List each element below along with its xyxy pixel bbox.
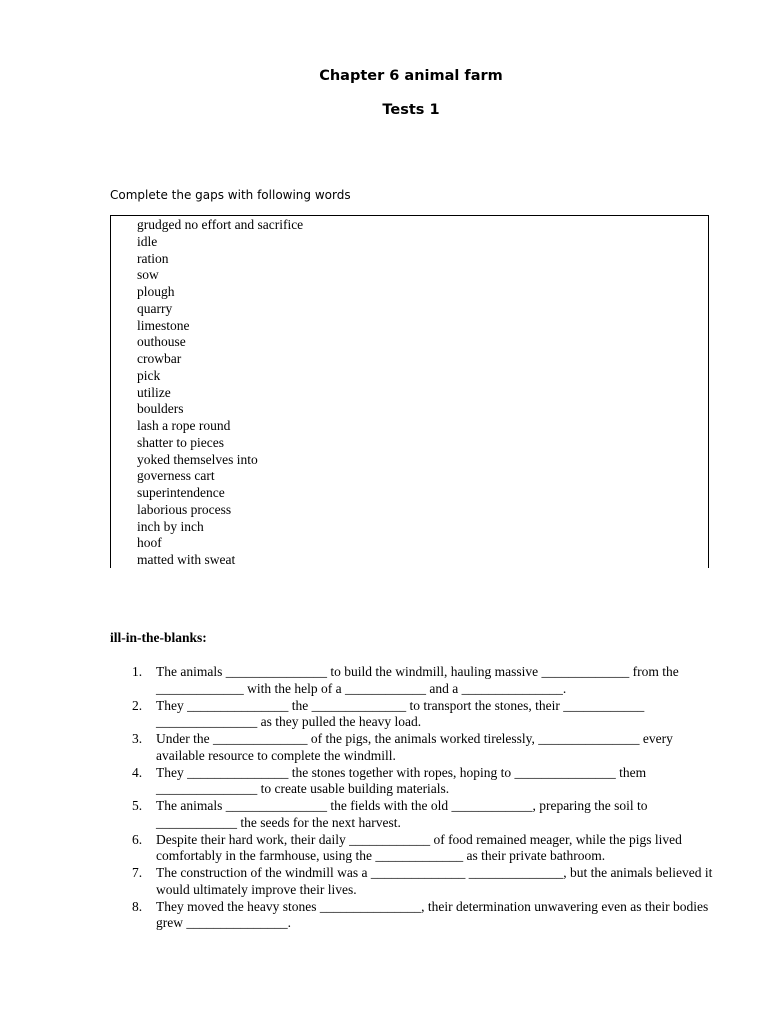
word-bank-item: idle	[137, 233, 158, 249]
question-item	[110, 832, 720, 866]
question-number: 2.	[132, 697, 143, 713]
question-text: Despite their hard work, their daily ____________ of food remained meager, while the pigs lived comfortably in the farmhouse, using the _____________ as their private bathroom.	[156, 831, 682, 864]
question-item	[110, 765, 720, 799]
word-bank-item: ration	[137, 250, 169, 266]
word-bank-item: shatter to pieces	[137, 434, 224, 450]
word-bank-list	[137, 217, 303, 568]
word-bank-item: utilize	[137, 384, 171, 400]
question-text: Under the ______________ of the pigs, the animals worked tirelessly, _______________ every available resource to complete the windmill.	[156, 731, 673, 763]
word-bank-item: matted with sweat	[137, 552, 236, 567]
word-bank-item: hoof	[137, 535, 162, 551]
question-item	[110, 664, 720, 698]
word-bank-item: lash a rope round	[137, 418, 231, 433]
question-number: 4.	[132, 764, 143, 780]
word-bank-item: plough	[137, 284, 175, 299]
question-item	[110, 698, 720, 732]
question-number: 1.	[132, 664, 143, 679]
question-text: They _______________ the stones together with ropes, hoping to _______________ them _______________ to create usable building materials.	[156, 764, 647, 797]
question-item	[110, 899, 720, 933]
word-bank-item: crowbar	[137, 351, 182, 366]
question-list	[110, 664, 720, 932]
word-bank-item: grudged no effort and sacrifice	[137, 217, 304, 232]
question-text: The animals _______________ to build the windmill, hauling massive _____________ from the _____________ with the help of a ____________ and a _______________.	[156, 664, 679, 696]
word-bank-item: governess cart	[137, 468, 215, 484]
word-bank-item: outhouse	[137, 334, 186, 350]
word-bank-item: sow	[137, 267, 159, 283]
word-bank-item: laborious process	[137, 501, 232, 517]
question-item	[110, 798, 720, 832]
word-bank-box	[110, 215, 709, 568]
document-subtitle: Tests 1	[382, 102, 440, 118]
question-number: 8.	[132, 898, 143, 914]
question-item	[110, 731, 720, 765]
question-number: 5.	[132, 798, 143, 813]
question-text: They moved the heavy stones _______________, their determination unwavering even as their bodies grew _______________.	[156, 898, 709, 931]
word-bank-item: boulders	[137, 401, 184, 417]
question-text: They _______________ the ______________ to transport the stones, their ____________ _______________ as they pulled the heavy load.	[156, 697, 645, 730]
word-bank-item: superintendence	[137, 485, 225, 500]
word-bank-item: limestone	[137, 317, 190, 333]
document-title: Chapter 6 animal farm	[319, 68, 503, 84]
section-heading: ill-in-the-blanks:	[110, 630, 207, 645]
word-bank-item: yoked themselves into	[137, 451, 258, 467]
question-item	[110, 865, 720, 899]
word-bank-item: inch by inch	[137, 518, 204, 534]
question-number: 6.	[132, 831, 143, 847]
question-number: 7.	[132, 865, 143, 880]
question-text: The construction of the windmill was a ______________ ______________, but the animals believed it would ultimately improve their lives.	[156, 865, 713, 897]
word-bank-item: pick	[137, 367, 161, 383]
word-bank-item: quarry	[137, 300, 173, 316]
question-number: 3.	[132, 731, 143, 746]
question-text: The animals _______________ the fields with the old ____________, preparing the soil to ____________ the seeds for the next harvest.	[156, 798, 648, 830]
instruction-text: Complete the gaps with following words	[110, 188, 351, 202]
